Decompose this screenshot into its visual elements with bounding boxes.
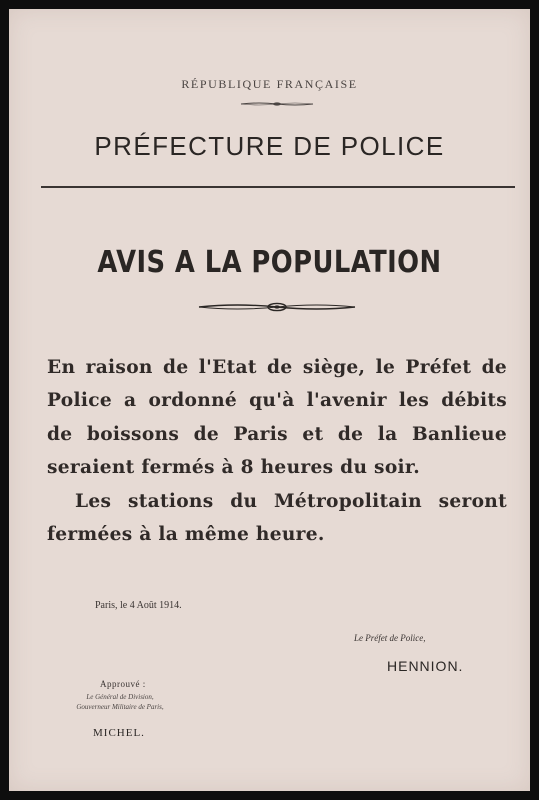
signatory-name: HENNION. bbox=[387, 658, 464, 674]
notice-body bbox=[47, 351, 507, 551]
notice-title: AVIS A LA POPULATION bbox=[97, 245, 442, 280]
header-divider bbox=[41, 186, 515, 188]
notice-paragraph-2: Les stations du Métropolitain seront fermées à la même heure. bbox=[47, 490, 507, 546]
poster-sheet bbox=[9, 9, 530, 791]
notice-date: Paris, le 4 Août 1914. bbox=[95, 600, 182, 611]
approval-line-1: Le Général de Division, bbox=[86, 693, 154, 701]
republique-heading: RÉPUBLIQUE FRANÇAISE bbox=[181, 77, 358, 91]
small-flourish-ornament-icon bbox=[239, 100, 315, 108]
prefecture-heading: PRÉFECTURE DE POLICE bbox=[94, 131, 445, 161]
approval-name: MICHEL. bbox=[93, 727, 145, 739]
approval-label: Approuvé : bbox=[100, 679, 146, 689]
large-flourish-ornament-icon bbox=[197, 301, 357, 313]
notice-paragraph-1: En raison de l'Etat de siège, le Préfet de Police a ordonné qu'à l'avenir les débits de boissons de Paris et de la Banlieue seraient fermés à 8 heures du soir. bbox=[47, 357, 507, 479]
signatory-title: Le Préfet de Police, bbox=[354, 633, 426, 643]
approval-line-2: Gouverneur Militaire de Paris, bbox=[76, 703, 164, 711]
